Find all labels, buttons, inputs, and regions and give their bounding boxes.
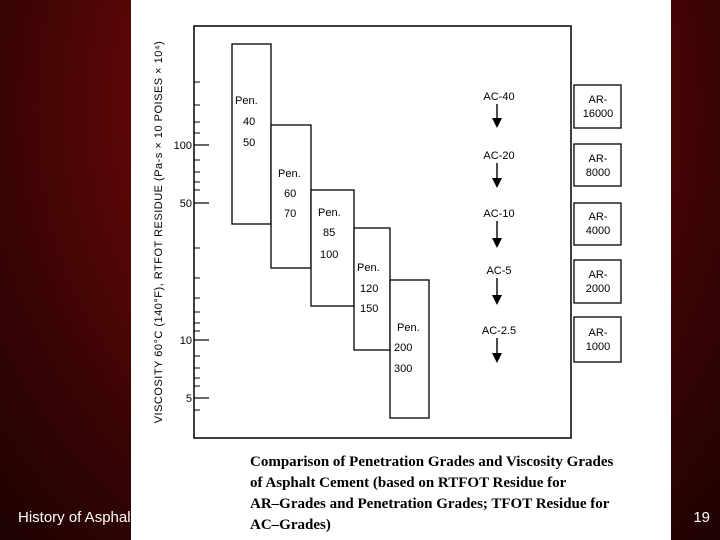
ar-grade-value: 16000: [582, 108, 614, 120]
down-arrow-icon: [492, 278, 502, 305]
pen-grade-high: 300: [394, 363, 413, 375]
pen-grade-box-40-50: [232, 44, 271, 224]
pen-grade-low: 200: [394, 342, 413, 354]
pen-grade-high: 50: [243, 137, 256, 149]
ac-grade-label: AC-2.5: [481, 325, 517, 337]
ar-grade-box: [574, 317, 621, 362]
pen-grade-low: 60: [284, 188, 297, 200]
y-tick-label: 5: [185, 393, 192, 405]
ac-grade-label: AC-10: [483, 208, 515, 220]
down-arrow-icon: [492, 163, 502, 188]
pen-grade-label: Pen.: [397, 322, 420, 334]
ar-grade-prefix: AR-: [588, 94, 608, 106]
ar-grade-prefix: AR-: [588, 269, 608, 281]
caption-line: Comparison of Penetration Grades and Viscosity Grades: [250, 454, 614, 470]
ar-grade-value: 8000: [585, 167, 611, 179]
down-arrow-icon: [492, 104, 502, 128]
pen-grade-high: 100: [320, 249, 339, 261]
pen-grade-label: Pen.: [318, 207, 341, 219]
y-tick-label: 100: [173, 140, 192, 152]
ar-grade-box: [574, 203, 621, 245]
y-axis-label: VISCOSITY 60°C (140°F), RTFOT RESIDUE (Pa-s × 10 POISES × 10⁴): [153, 40, 165, 424]
ar-grade-prefix: AR-: [588, 327, 608, 339]
down-arrow-icon: [492, 338, 502, 363]
y-tick-label: 10: [179, 335, 192, 347]
ar-grade-value: 1000: [585, 341, 611, 353]
figure-caption: [250, 454, 613, 533]
pen-grade-label: Pen.: [357, 262, 380, 274]
ar-grade-box: [574, 85, 621, 128]
pen-grade-low: 85: [323, 227, 336, 239]
ar-grade-box: [574, 144, 621, 186]
ac-grade-label: AC-20: [483, 150, 515, 162]
down-arrow-icon: [492, 221, 502, 248]
figure-drawing: [131, 0, 671, 540]
pen-grade-label: Pen.: [235, 95, 258, 107]
slide-page-number: 19: [693, 509, 710, 526]
ar-grade-prefix: AR-: [588, 211, 608, 223]
caption-line: AC–Grades): [250, 517, 331, 533]
y-tick-label: 50: [179, 198, 192, 210]
pen-grade-low: 40: [243, 116, 256, 128]
ar-grade-box: [574, 260, 621, 303]
ar-grade-prefix: AR-: [588, 153, 608, 165]
y-axis-major-ticks: [194, 145, 209, 398]
ar-grade-value: 4000: [585, 225, 611, 237]
pen-grade-low: 120: [360, 283, 379, 295]
ac-grade-label: AC-40: [483, 91, 515, 103]
y-axis-minor-ticks: [194, 82, 200, 410]
caption-line: of Asphalt Cement (based on RTFOT Residue for: [250, 475, 567, 491]
pen-grade-high: 70: [284, 208, 297, 220]
grading-comparison-figure: [131, 0, 671, 540]
ar-grade-value: 2000: [585, 283, 611, 295]
ac-grade-label: AC-5: [486, 265, 512, 277]
pen-grade-label: Pen.: [278, 168, 301, 180]
slide-footer-title: History of Asphalt Grading Systems: [18, 509, 254, 526]
pen-grade-high: 150: [360, 303, 379, 315]
caption-line: AR–Grades and Penetration Grades; TFOT Residue for: [250, 496, 610, 512]
